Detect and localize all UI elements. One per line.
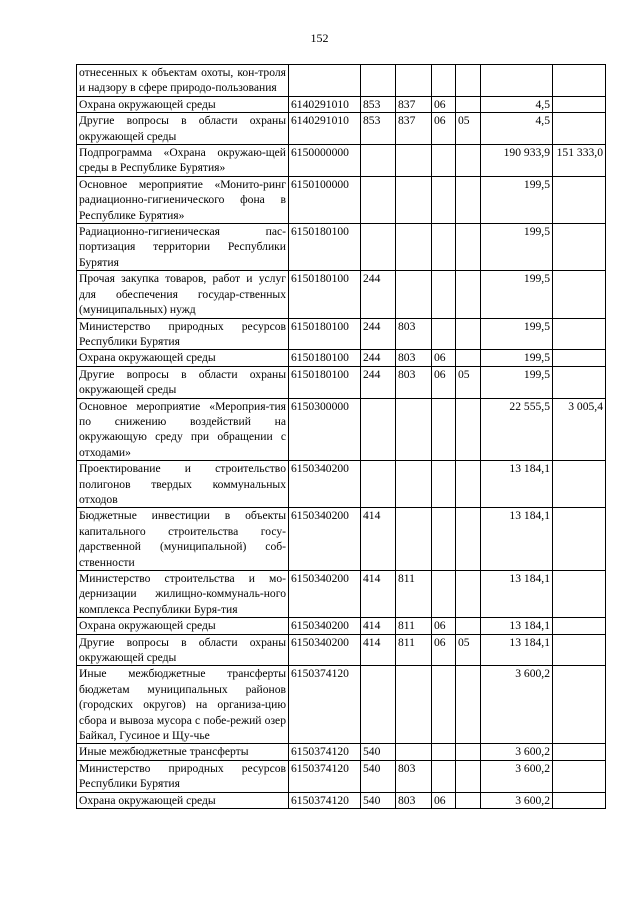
- target-article-cell: 6150300000: [289, 398, 361, 461]
- section-cell: [432, 145, 456, 177]
- federal-amount-cell: 3 005,4: [553, 398, 606, 461]
- table-row: [77, 634, 606, 666]
- section-cell: 06: [432, 96, 456, 112]
- federal-amount-cell: 151 333,0: [553, 145, 606, 177]
- amount-cell: 13 184,1: [481, 508, 553, 571]
- subsection-cell: [456, 461, 481, 508]
- expense-type-cell: 414: [361, 618, 396, 634]
- section-cell: [432, 508, 456, 571]
- expense-type-cell: 244: [361, 318, 396, 350]
- amount-cell: 199,5: [481, 271, 553, 318]
- section-cell: [432, 224, 456, 271]
- table-row: [77, 508, 606, 571]
- row-name-cell: Подпрограмма «Охрана окружаю-щей среды в Республике Бурятия»: [77, 145, 289, 177]
- row-name-cell: Охрана окружающей среды: [77, 96, 289, 112]
- federal-amount-cell: [553, 571, 606, 618]
- row-name-cell: Министерство природных ресурсов Республики Бурятия: [77, 318, 289, 350]
- row-name-cell: Прочая закупка товаров, работ и услуг для обеспечения государ-ственных (муниципальных) нужд: [77, 271, 289, 318]
- amount-cell: 199,5: [481, 224, 553, 271]
- section-cell: 06: [432, 618, 456, 634]
- target-article-cell: 6150374120: [289, 792, 361, 808]
- amount-cell: 4,5: [481, 96, 553, 112]
- ministry-code-cell: 803: [396, 760, 432, 792]
- subsection-cell: [456, 176, 481, 223]
- section-cell: [432, 398, 456, 461]
- section-cell: 06: [432, 634, 456, 666]
- expense-type-cell: [361, 145, 396, 177]
- row-name-cell: Охрана окружающей среды: [77, 350, 289, 366]
- amount-cell: 190 933,9: [481, 145, 553, 177]
- ministry-code-cell: [396, 508, 432, 571]
- federal-amount-cell: [553, 224, 606, 271]
- subsection-cell: [456, 666, 481, 744]
- subsection-cell: [456, 224, 481, 271]
- row-name-cell: Основное мероприятие «Мероприя-тия по снижению воздействий на окружающую среду при обращении с отходами»: [77, 398, 289, 461]
- target-article-cell: 6150180100: [289, 366, 361, 398]
- section-cell: [432, 318, 456, 350]
- federal-amount-cell: [553, 271, 606, 318]
- subsection-cell: [456, 145, 481, 177]
- ministry-code-cell: [396, 461, 432, 508]
- expense-type-cell: 540: [361, 760, 396, 792]
- section-cell: 06: [432, 792, 456, 808]
- table-row: [77, 318, 606, 350]
- ministry-code-cell: [396, 145, 432, 177]
- subsection-cell: [456, 571, 481, 618]
- ministry-code-cell: [396, 666, 432, 744]
- row-name-cell: Иные межбюджетные трансферты: [77, 744, 289, 760]
- federal-amount-cell: [553, 96, 606, 112]
- ministry-code-cell: [396, 398, 432, 461]
- target-article-cell: 6150180100: [289, 350, 361, 366]
- amount-cell: 199,5: [481, 350, 553, 366]
- expense-type-cell: [361, 224, 396, 271]
- table-row: [77, 760, 606, 792]
- subsection-cell: [456, 618, 481, 634]
- subsection-cell: 05: [456, 634, 481, 666]
- subsection-cell: [456, 398, 481, 461]
- row-name-cell: Другие вопросы в области охраны окружающей среды: [77, 634, 289, 666]
- table-row: [77, 113, 606, 145]
- amount-cell: 199,5: [481, 176, 553, 223]
- target-article-cell: 6150100000: [289, 176, 361, 223]
- table-row: [77, 666, 606, 744]
- amount-cell: 4,5: [481, 113, 553, 145]
- amount-cell: 13 184,1: [481, 461, 553, 508]
- federal-amount-cell: [553, 666, 606, 744]
- section-cell: 06: [432, 113, 456, 145]
- row-name-cell: Охрана окружающей среды: [77, 618, 289, 634]
- ministry-code-cell: [396, 176, 432, 223]
- federal-amount-cell: [553, 508, 606, 571]
- ministry-code-cell: 803: [396, 350, 432, 366]
- amount-cell: [481, 65, 553, 97]
- expense-type-cell: [361, 666, 396, 744]
- expense-type-cell: 414: [361, 571, 396, 618]
- expense-type-cell: 414: [361, 508, 396, 571]
- target-article-cell: 6150340200: [289, 461, 361, 508]
- expense-type-cell: [361, 461, 396, 508]
- section-cell: [432, 744, 456, 760]
- row-name-cell: Другие вопросы в области охраны окружающей среды: [77, 366, 289, 398]
- amount-cell: 199,5: [481, 318, 553, 350]
- section-cell: [432, 666, 456, 744]
- expense-type-cell: 853: [361, 96, 396, 112]
- row-name-cell: Министерство строительства и мо-дернизации жилищно-коммуналь-ного комплекса Республики Буря-тия: [77, 571, 289, 618]
- subsection-cell: [456, 792, 481, 808]
- federal-amount-cell: [553, 65, 606, 97]
- federal-amount-cell: [553, 113, 606, 145]
- federal-amount-cell: [553, 350, 606, 366]
- expense-type-cell: [361, 176, 396, 223]
- section-cell: [432, 571, 456, 618]
- row-name-cell: отнесенных к объектам охоты, кон-троля и надзору в сфере природо-пользования: [77, 65, 289, 97]
- section-cell: [432, 271, 456, 318]
- amount-cell: 13 184,1: [481, 618, 553, 634]
- table-row: [77, 224, 606, 271]
- target-article-cell: 6150340200: [289, 508, 361, 571]
- amount-cell: 13 184,1: [481, 571, 553, 618]
- row-name-cell: Иные межбюджетные трансферты бюджетам муниципальных районов (городских округов) на организа-цию сбора и вывоза мусора с побе-режий озер Байкал, Гусиное и Щу-чье: [77, 666, 289, 744]
- table-row: [77, 461, 606, 508]
- ministry-code-cell: 803: [396, 792, 432, 808]
- federal-amount-cell: [553, 318, 606, 350]
- subsection-cell: [456, 760, 481, 792]
- target-article-cell: 6150340200: [289, 571, 361, 618]
- section-cell: [432, 65, 456, 97]
- table-row: [77, 271, 606, 318]
- expense-type-cell: [361, 398, 396, 461]
- section-cell: [432, 176, 456, 223]
- ministry-code-cell: [396, 65, 432, 97]
- section-cell: [432, 461, 456, 508]
- subsection-cell: [456, 65, 481, 97]
- table-row: [77, 145, 606, 177]
- amount-cell: 22 555,5: [481, 398, 553, 461]
- federal-amount-cell: [553, 744, 606, 760]
- ministry-code-cell: 811: [396, 618, 432, 634]
- ministry-code-cell: 803: [396, 318, 432, 350]
- ministry-code-cell: 803: [396, 366, 432, 398]
- row-name-cell: Охрана окружающей среды: [77, 792, 289, 808]
- row-name-cell: Другие вопросы в области охраны окружающей среды: [77, 113, 289, 145]
- ministry-code-cell: [396, 224, 432, 271]
- federal-amount-cell: [553, 461, 606, 508]
- amount-cell: 3 600,2: [481, 792, 553, 808]
- subsection-cell: 05: [456, 366, 481, 398]
- subsection-cell: [456, 508, 481, 571]
- expense-type-cell: 244: [361, 350, 396, 366]
- subsection-cell: [456, 350, 481, 366]
- expense-type-cell: 853: [361, 113, 396, 145]
- target-article-cell: [289, 65, 361, 97]
- target-article-cell: 6140291010: [289, 96, 361, 112]
- target-article-cell: 6150374120: [289, 760, 361, 792]
- ministry-code-cell: 837: [396, 113, 432, 145]
- federal-amount-cell: [553, 634, 606, 666]
- table-row: [77, 571, 606, 618]
- target-article-cell: 6150374120: [289, 744, 361, 760]
- page-number: 152: [310, 31, 329, 45]
- table-body: [77, 65, 606, 809]
- table-row: [77, 618, 606, 634]
- ministry-code-cell: 811: [396, 571, 432, 618]
- expense-type-cell: 540: [361, 792, 396, 808]
- federal-amount-cell: [553, 176, 606, 223]
- expense-type-cell: 244: [361, 271, 396, 318]
- row-name-cell: Основное мероприятие «Монито-ринг радиационно-гигиенического фона в Республике Бурятия»: [77, 176, 289, 223]
- subsection-cell: [456, 318, 481, 350]
- target-article-cell: 6150340200: [289, 634, 361, 666]
- amount-cell: 3 600,2: [481, 666, 553, 744]
- table-row: [77, 65, 606, 97]
- row-name-cell: Бюджетные инвестиции в объекты капитального строительства госу-дарственной (муниципальной) соб-ственности: [77, 508, 289, 571]
- federal-amount-cell: [553, 618, 606, 634]
- table-row: [77, 792, 606, 808]
- amount-cell: 199,5: [481, 366, 553, 398]
- target-article-cell: 6150374120: [289, 666, 361, 744]
- target-article-cell: 6150340200: [289, 618, 361, 634]
- section-cell: 06: [432, 366, 456, 398]
- federal-amount-cell: [553, 366, 606, 398]
- federal-amount-cell: [553, 792, 606, 808]
- subsection-cell: 05: [456, 113, 481, 145]
- target-article-cell: 6150000000: [289, 145, 361, 177]
- table-row: [77, 366, 606, 398]
- ministry-code-cell: [396, 271, 432, 318]
- section-cell: [432, 760, 456, 792]
- target-article-cell: 6140291010: [289, 113, 361, 145]
- ministry-code-cell: 837: [396, 96, 432, 112]
- target-article-cell: 6150180100: [289, 318, 361, 350]
- target-article-cell: 6150180100: [289, 224, 361, 271]
- table-row: [77, 744, 606, 760]
- subsection-cell: [456, 271, 481, 318]
- row-name-cell: Радиационно-гигиеническая пас-портизация территории Республики Бурятия: [77, 224, 289, 271]
- expense-type-cell: [361, 65, 396, 97]
- subsection-cell: [456, 744, 481, 760]
- amount-cell: 13 184,1: [481, 634, 553, 666]
- expense-type-cell: 414: [361, 634, 396, 666]
- row-name-cell: Министерство природных ресурсов Республики Бурятия: [77, 760, 289, 792]
- table-row: [77, 350, 606, 366]
- target-article-cell: 6150180100: [289, 271, 361, 318]
- table-row: [77, 96, 606, 112]
- ministry-code-cell: [396, 744, 432, 760]
- ministry-code-cell: 811: [396, 634, 432, 666]
- budget-table: [76, 64, 606, 809]
- federal-amount-cell: [553, 760, 606, 792]
- amount-cell: 3 600,2: [481, 760, 553, 792]
- amount-cell: 3 600,2: [481, 744, 553, 760]
- table-row: [77, 398, 606, 461]
- expense-type-cell: 540: [361, 744, 396, 760]
- expense-type-cell: 244: [361, 366, 396, 398]
- row-name-cell: Проектирование и строительство полигонов твердых коммунальных отходов: [77, 461, 289, 508]
- subsection-cell: [456, 96, 481, 112]
- table-row: [77, 176, 606, 223]
- section-cell: 06: [432, 350, 456, 366]
